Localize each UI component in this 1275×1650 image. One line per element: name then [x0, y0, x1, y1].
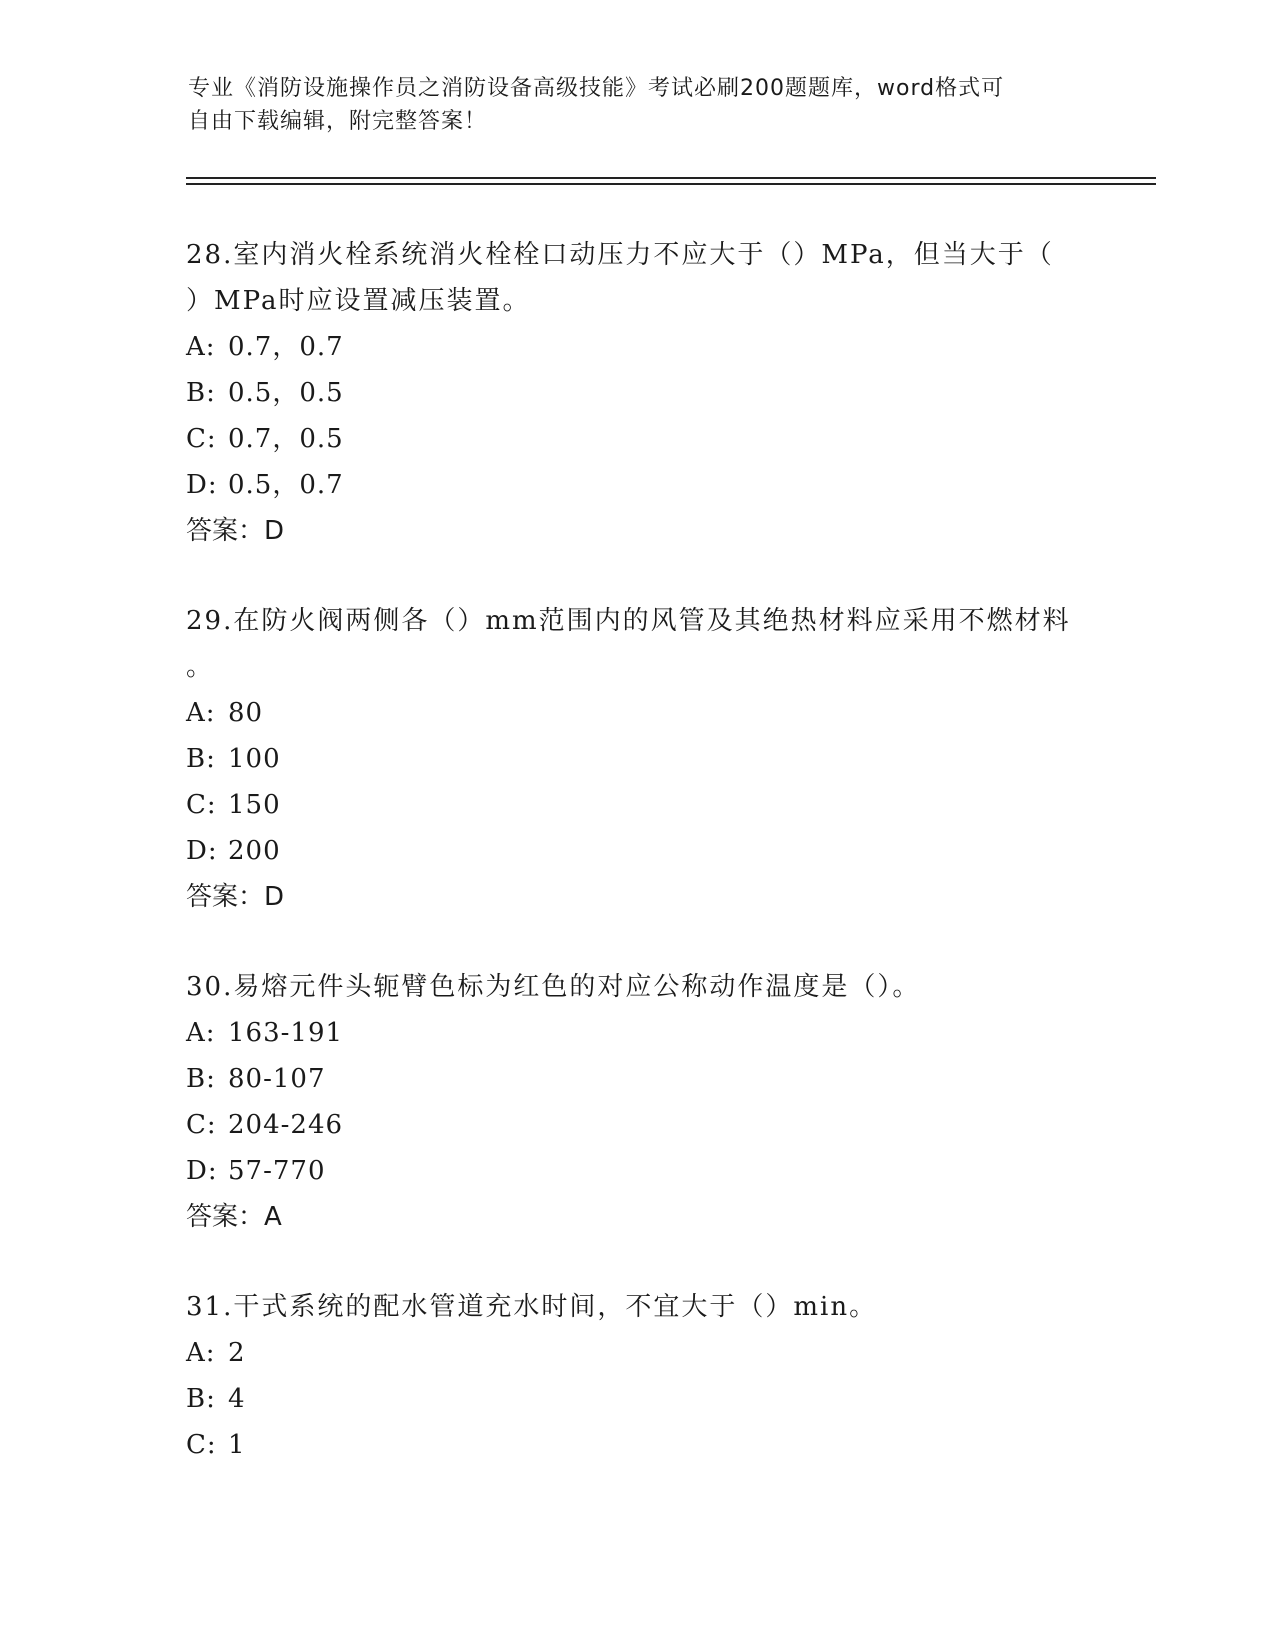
- option-b: [186, 736, 1086, 782]
- option-letter: A:: [186, 1018, 216, 1048]
- question-29: [186, 598, 1086, 920]
- option-letter: B:: [186, 1384, 216, 1414]
- option-letter: D:: [186, 470, 218, 500]
- option-text: 204-246: [228, 1110, 344, 1140]
- option-text: 0.5，0.7: [228, 470, 344, 500]
- option-d: [186, 1148, 1086, 1194]
- option-letter: C:: [186, 790, 217, 820]
- question-text: 30.易熔元件头轭臂色标为红色的对应公称动作温度是（）。: [186, 972, 921, 1002]
- option-text: 150: [228, 790, 281, 820]
- option-text: 80-107: [228, 1064, 326, 1094]
- option-letter: A:: [186, 1338, 216, 1368]
- option-a: [186, 324, 1086, 370]
- option-text: 80: [228, 698, 264, 728]
- option-text: 200: [228, 836, 281, 866]
- option-letter: B:: [186, 744, 216, 774]
- option-a: [186, 1010, 1086, 1056]
- question-28: [186, 232, 1086, 554]
- option-a: [186, 690, 1086, 736]
- option-letter: A:: [186, 698, 216, 728]
- option-d: [186, 462, 1086, 508]
- document-header: [188, 72, 1088, 138]
- option-text: 100: [228, 744, 281, 774]
- question-text: 29.在防火阀两侧各（）mm范围内的风管及其绝热材料应采用不燃材料: [186, 606, 1071, 636]
- option-text: 163-191: [228, 1018, 344, 1048]
- option-text: 0.5，0.5: [228, 378, 344, 408]
- option-c: [186, 1422, 1086, 1468]
- question-text: 。: [186, 652, 215, 682]
- answer-label: 答案：A: [186, 1202, 282, 1232]
- option-text: 2: [228, 1338, 246, 1368]
- option-text: 0.7，0.7: [228, 332, 344, 362]
- question-text: 31.干式系统的配水管道充水时间，不宜大于（）min。: [186, 1292, 878, 1322]
- answer-label: 答案：D: [186, 882, 285, 912]
- option-text: 0.7，0.5: [228, 424, 344, 454]
- header-line-2: 自由下载编辑，附完整答案！: [188, 109, 488, 134]
- option-letter: A:: [186, 332, 216, 362]
- option-letter: C:: [186, 1110, 217, 1140]
- header-divider-bottom: [186, 183, 1156, 185]
- question-text: 28.室内消火栓系统消火栓栓口动压力不应大于（）MPa，但当大于（: [186, 240, 1054, 270]
- option-text: 57-770: [228, 1156, 326, 1186]
- option-c: [186, 416, 1086, 462]
- option-c: [186, 782, 1086, 828]
- question-30: [186, 964, 1086, 1240]
- option-letter: B:: [186, 378, 216, 408]
- option-a: [186, 1330, 1086, 1376]
- option-text: 1: [228, 1430, 246, 1460]
- header-divider-top: [186, 177, 1156, 179]
- question-text: ）MPa时应设置减压装置。: [186, 286, 531, 316]
- answer-label: 答案：D: [186, 516, 285, 546]
- question-31: [186, 1284, 1086, 1468]
- option-letter: D:: [186, 836, 218, 866]
- option-letter: B:: [186, 1064, 216, 1094]
- option-letter: D:: [186, 1156, 218, 1186]
- option-c: [186, 1102, 1086, 1148]
- question-list: [186, 232, 1086, 1512]
- option-text: 4: [228, 1384, 246, 1414]
- header-line-1: 专业《消防设施操作员之消防设备高级技能》考试必刷200题题库，word格式可: [188, 76, 1005, 101]
- option-b: [186, 1056, 1086, 1102]
- option-letter: C:: [186, 424, 217, 454]
- option-b: [186, 1376, 1086, 1422]
- option-b: [186, 370, 1086, 416]
- option-d: [186, 828, 1086, 874]
- option-letter: C:: [186, 1430, 217, 1460]
